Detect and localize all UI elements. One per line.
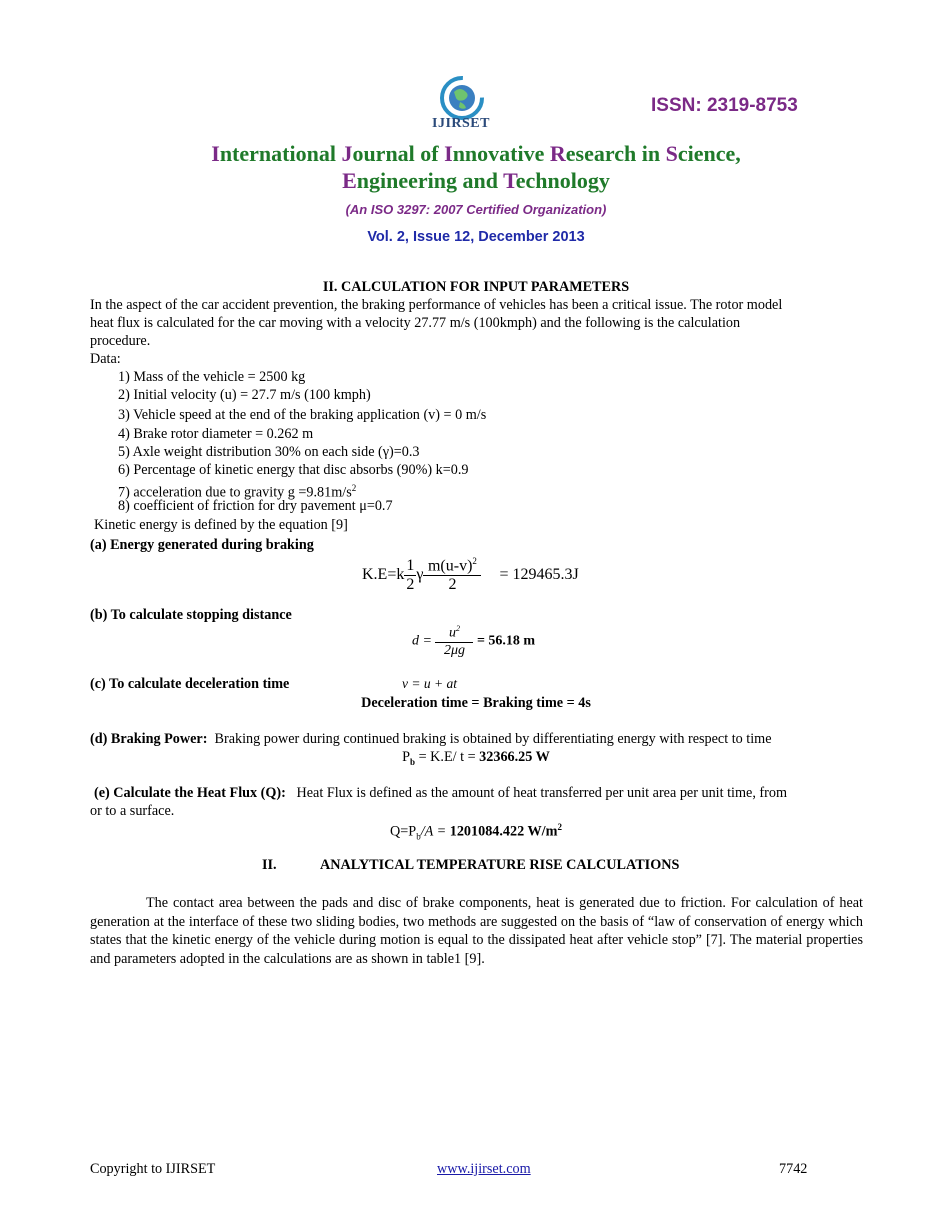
data-item-2: 2) Initial velocity (u) = 27.7 m/s (100 kmph): [118, 387, 371, 403]
deceleration-result: Deceleration time = Braking time = 4s: [361, 695, 591, 711]
data-item-8: 8) coefficient of friction for dry pavement μ=0.7: [118, 498, 393, 514]
intro-line-2: heat flux is calculated for the car moving with a velocity 27.77 m/s (100kmph) and the following is the calculation: [90, 315, 741, 331]
braking-power-para: (d) Braking Power: Braking power during continued braking is obtained by differentiating energy with respect to time: [90, 731, 772, 747]
heat-flux-para-line-1: (e) Calculate the Heat Flux (Q): Heat Flux is defined as the amount of heat transferred per unit area per unit time, from: [94, 785, 787, 801]
ke-definition: Kinetic energy is defined by the equation [9]: [94, 517, 348, 533]
section3-number: II.: [262, 857, 277, 873]
equation-stopping-distance: d = $\frac{u^2}{2\mu g}$ = 56.18 m: [412, 624, 536, 658]
journal-title-line2: Engineering and Technology: [342, 168, 610, 193]
heat-flux-equation: $Q=P_b/A = 1201084.422$ $W/m^2$: [390, 822, 562, 842]
subheading-c: (c) To calculate deceleration time: [90, 676, 290, 692]
subheading-b: (b) To calculate stopping distance: [90, 607, 292, 623]
data-item-1: 1) Mass of the vehicle = 2500 kg: [118, 369, 306, 385]
section3-heading: ANALYTICAL TEMPERATURE RISE CALCULATIONS: [320, 857, 680, 873]
data-item-4: 4) Brake rotor diameter = 0.262 m: [118, 426, 314, 442]
heat-flux-para-line-2: or to a surface.: [90, 803, 175, 819]
intro-line-1: In the aspect of the car accident prevention, the braking performance of vehicles has been a critical issue. The rotor model: [90, 297, 783, 313]
iso-certification: (An ISO 3297: 2007 Certified Organization): [345, 202, 607, 217]
equation-kinetic-energy: K.E=k $\frac{1}{2}$ γ $\frac{m(u-v)^2}{2}$ = 129465.3J: [362, 556, 579, 594]
data-label: Data:: [90, 351, 121, 367]
braking-power-equation: $P_b = K.E/$ t = 32366.25 W: [402, 749, 550, 767]
volume-issue: Vol. 2, Issue 12, December 2013: [367, 229, 585, 245]
logo-text: IJIRSET: [432, 116, 490, 131]
data-item-3: 3) Vehicle speed at the end of the braking application (v) = 0 m/s: [118, 407, 487, 423]
footer-link[interactable]: www.ijirset.com: [437, 1161, 531, 1177]
subheading-a: (a) Energy generated during braking: [90, 537, 314, 553]
data-item-7: 7) acceleration due to gravity $g =9.81m/s^2$: [118, 483, 357, 501]
data-item-6: 6) Percentage of kinetic energy that disc absorbs (90%) k=0.9: [118, 462, 469, 478]
equation-velocity: v = u + at: [402, 676, 457, 691]
section-heading: II. CALCULATION FOR INPUT PARAMETERS: [322, 279, 630, 295]
page-number: 7742: [779, 1161, 808, 1177]
intro-line-3: procedure.: [90, 333, 151, 349]
journal-title-line1: International Journal of Innovative Research in Science,: [211, 141, 741, 166]
issn: ISSN: 2319-8753: [651, 95, 798, 116]
footer-copyright: Copyright to IJIRSET: [90, 1161, 216, 1177]
data-item-5: 5) Axle weight distribution 30% on each side (γ)=0.3: [118, 444, 420, 460]
section3-paragraph: The contact area between the pads and disc of brake components, heat is generated due to friction. For calculation of heat generation at the interface of these two sliding bodies, two methods are suggested on the basis of “law of conservation of energy which states that the kinetic energy of the vehicle during motion is equal to the dissipated heat after vehicle stop” [7]. The material properties and parameters adopted in the calculations are as shown in table1 [9].: [90, 895, 863, 967]
